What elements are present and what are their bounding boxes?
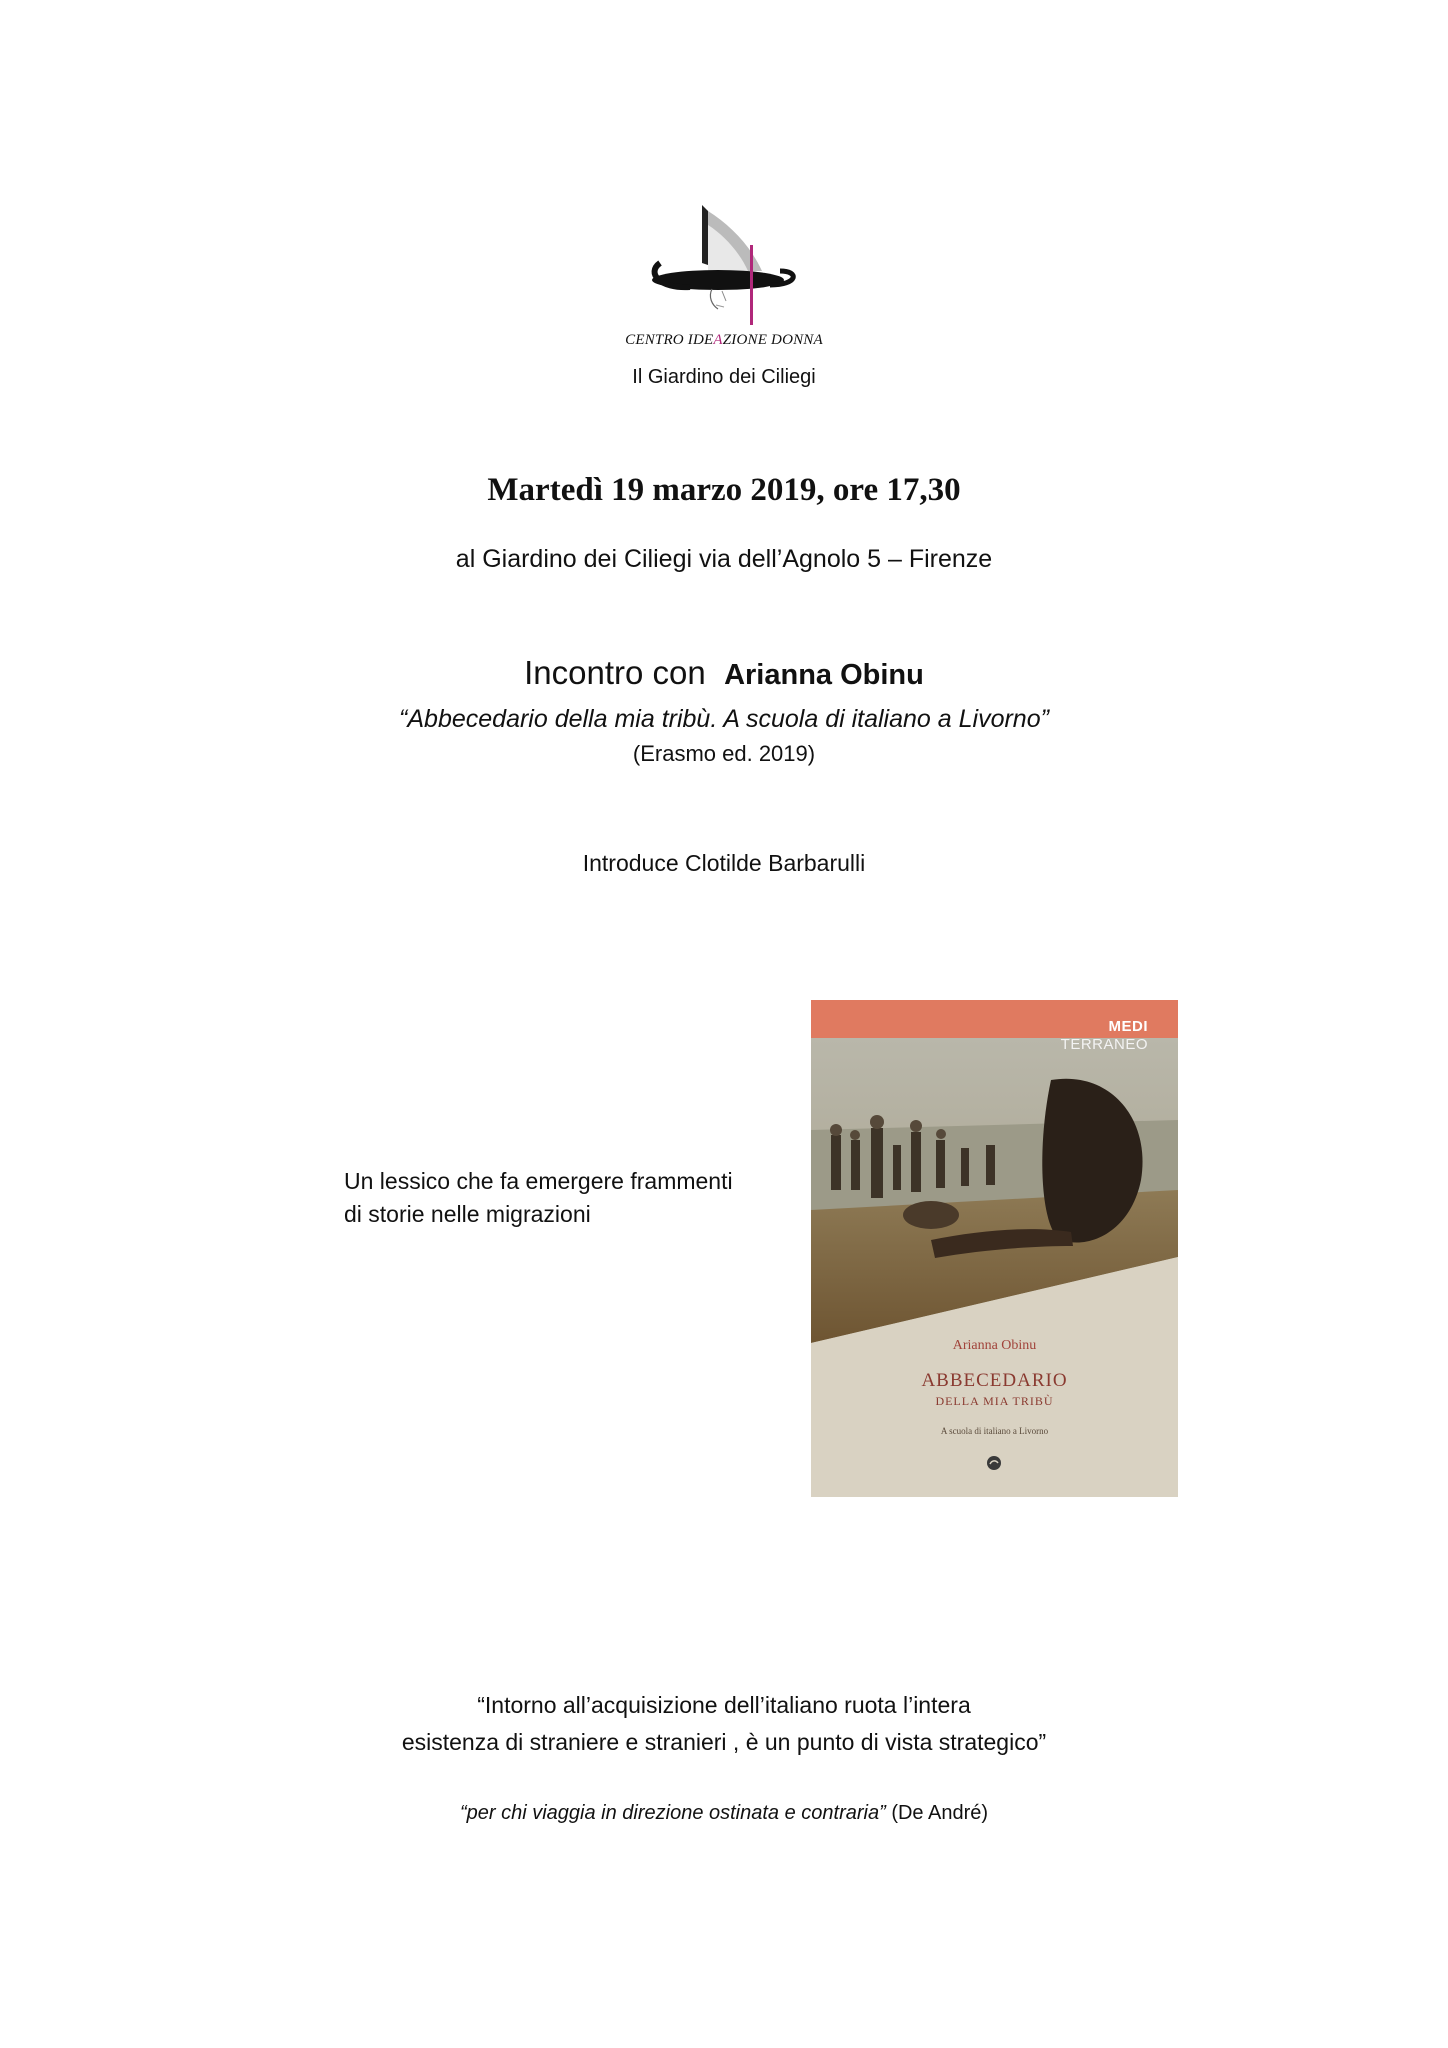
meeting-prefix: Incontro con [524,654,706,691]
epigraph-attribution: (De André) [891,1802,989,1824]
book-cover-image [811,1000,1178,1497]
description-line-1: Un lessico che fa emergere frammenti [344,1168,733,1194]
author-name: Arianna Obinu [724,659,924,691]
org-name-part2: ZIONE DONNA [722,332,823,348]
quote-line-1: “Intorno all’acquisizione dell’italiano ruota l’intera [477,1692,971,1718]
epigraph-text: “per chi viaggia in direzione ostinata e contraria” [459,1802,886,1824]
org-name-part1: CENTRO IDE [625,332,714,348]
book-title: “Abbecedario della mia tribù. A scuola di italiano a Livorno” [399,705,1049,733]
organization-place: Il Giardino dei Ciliegi [632,366,816,388]
book-publisher: (Erasmo ed. 2019) [632,741,816,766]
cover-series-line-2: TERRANEO [1060,1036,1148,1053]
description [344,1165,733,1231]
meeting-heading [0,654,1448,692]
org-name-highlight: A [713,332,723,348]
description-line-2: di storie nelle migrazioni [344,1201,591,1227]
event-date: Martedì 19 marzo 2019, ore 17,30 [487,472,961,508]
cover-title-line-2: DELLA MIA TRIBÙ [935,1394,1054,1408]
quote [0,1687,1448,1761]
cover-author: Arianna Obinu [952,1338,1037,1353]
logo-hat-icon [650,205,800,325]
cover-subtitle: A scuola di italiano a Livorno [940,1426,1049,1436]
publisher-logo-icon [986,1455,1002,1471]
cover-title-line-1: ABBECEDARIO [921,1370,1068,1391]
epigraph [0,1802,1448,1825]
introducer: Introduce Clotilde Barbarulli [582,850,866,876]
organization-name [0,332,1448,349]
event-venue: al Giardino dei Ciliegi via dell’Agnolo 5 – Firenze [455,545,993,573]
book-cover-artwork [811,1000,1178,1497]
quote-line-2: esistenza di straniere e stranieri , è un punto di vista strategico” [401,1729,1047,1755]
cover-series-line-1: MEDI [1108,1018,1148,1035]
